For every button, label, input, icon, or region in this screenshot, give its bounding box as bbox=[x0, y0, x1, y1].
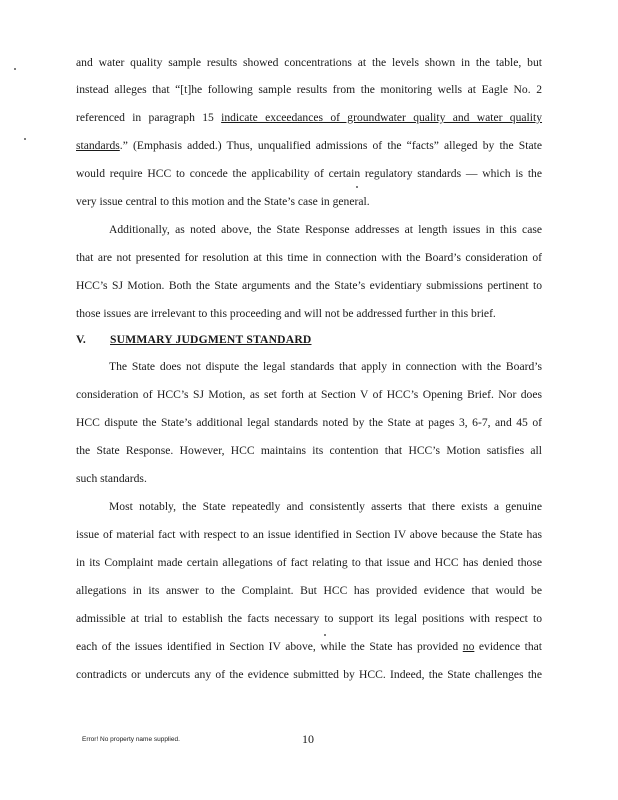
text-run: .” (Emphasis added.) Thus, unqualified admissions of the “facts” alleged by the State bbox=[119, 139, 542, 152]
paragraph-line: HCC dispute the State’s additional legal standards noted by the State at pages 3, 6-7, and 45 of bbox=[76, 416, 542, 429]
paragraph-line: consideration of HCC’s SJ Motion, as set forth at Section V of HCC’s Opening Brief. Nor does bbox=[76, 388, 542, 401]
scan-speck bbox=[356, 186, 358, 188]
section-title: SUMMARY JUDGMENT STANDARD bbox=[110, 333, 312, 346]
text-run: referenced in paragraph 15 bbox=[76, 111, 214, 124]
paragraph-line bbox=[76, 111, 542, 125]
paragraph-line: allegations in its answer to the Complaint. But HCC has provided evidence that would be bbox=[76, 584, 542, 597]
underlined-text: standards bbox=[76, 139, 120, 152]
paragraph-line bbox=[76, 640, 542, 654]
section-number: V. bbox=[76, 333, 86, 346]
paragraph-line: and water quality sample results showed concentrations at the levels shown in the table, but bbox=[76, 56, 542, 69]
paragraph-line: very issue central to this motion and the State’s case in general. bbox=[76, 195, 370, 208]
page-number: 10 bbox=[302, 732, 314, 746]
scan-speck bbox=[324, 634, 326, 636]
paragraph-line: would require HCC to concede the applicability of certain regulatory standards — which is the bbox=[76, 167, 542, 180]
paragraph-line: contradicts or undercuts any of the evidence submitted by HCC. Indeed, the State challenges the bbox=[76, 668, 542, 681]
text-run: evidence that bbox=[478, 640, 542, 653]
paragraph-line: admissible at trial to establish the facts necessary to support its legal positions with respect to bbox=[76, 612, 542, 625]
paragraph-line: instead alleges that “[t]he following sample results from the monitoring wells at Eagle No. 2 bbox=[76, 83, 542, 96]
underlined-text: indicate exceedances of groundwater quality and water quality bbox=[221, 111, 543, 124]
paragraph-line: that are not presented for resolution at this time in connection with the Board’s consideration of bbox=[76, 251, 542, 264]
paragraph-line: Additionally, as noted above, the State Response addresses at length issues in this case bbox=[109, 223, 542, 236]
paragraph-line: those issues are irrelevant to this proceeding and will not be addressed further in this brief. bbox=[76, 307, 496, 320]
paragraph-line: the State Response. However, HCC maintains its contention that HCC’s Motion satisfies all bbox=[76, 444, 542, 457]
paragraph-line: HCC’s SJ Motion. Both the State arguments and the State’s evidentiary submissions pertinent to bbox=[76, 279, 542, 292]
scan-speck bbox=[14, 68, 16, 70]
text-run: each of the issues identified in Section IV above, while the State has provided bbox=[76, 640, 459, 653]
paragraph-line: The State does not dispute the legal standards that apply in connection with the Board’s bbox=[109, 360, 542, 373]
paragraph-line: in its Complaint made certain allegations of fact relating to that issue and HCC has denied those bbox=[76, 556, 542, 569]
paragraph-line: issue of material fact with respect to an issue identified in Section IV above because the State has bbox=[76, 528, 542, 541]
paragraph-line: such standards. bbox=[76, 472, 147, 485]
scan-speck bbox=[24, 138, 26, 140]
paragraph-line bbox=[76, 139, 542, 153]
underlined-text: no bbox=[462, 640, 475, 653]
footer-error-text: Error! No property name supplied. bbox=[82, 736, 180, 743]
section-heading bbox=[76, 333, 311, 347]
paragraph-line: Most notably, the State repeatedly and consistently asserts that there exists a genuine bbox=[109, 500, 542, 513]
